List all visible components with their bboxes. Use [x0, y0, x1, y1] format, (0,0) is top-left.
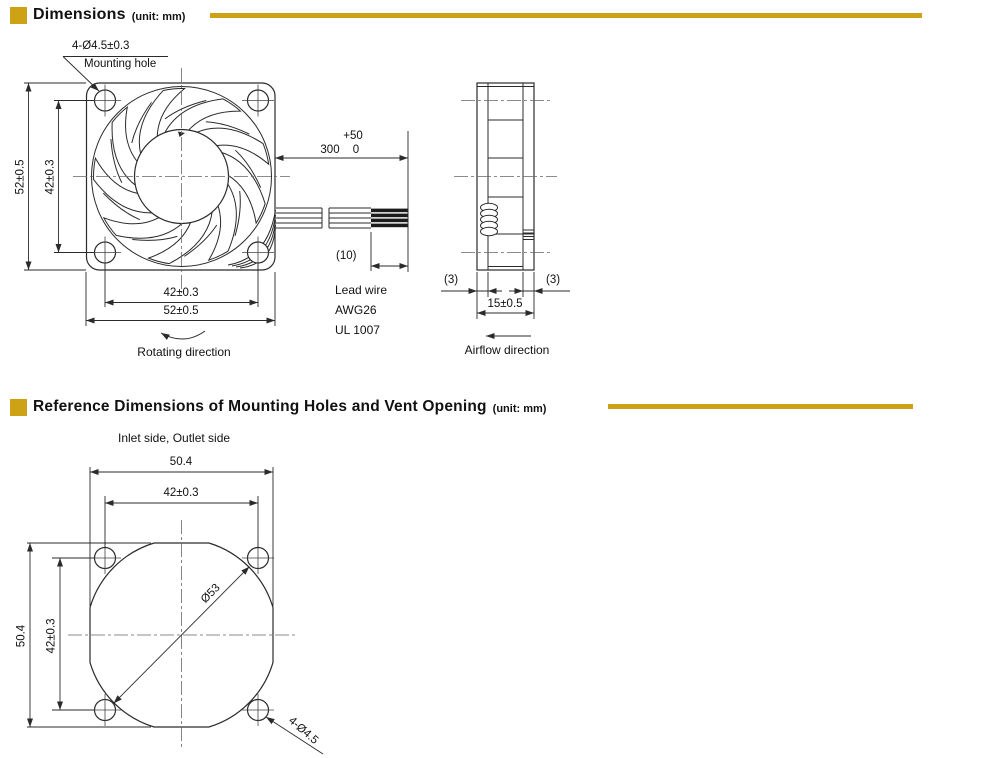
vent-outer-width-dim: 50.4: [169, 456, 193, 468]
front-outer-width-dim: 52±0.5: [163, 305, 199, 317]
side-flange-right-dim: (3): [546, 274, 561, 286]
rotating-direction-label: Rotating direction: [137, 345, 231, 359]
front-hole-pitch-v-dim: 42±0.3: [44, 159, 57, 195]
section-title: Reference Dimensions of Mounting Holes and Vent Opening: [33, 398, 487, 415]
fan-front-view: [24, 57, 290, 340]
airflow-direction-label: Airflow direction: [464, 343, 550, 357]
wire-length-tol-upper: +50: [343, 130, 363, 142]
section-title: Dimensions: [33, 6, 126, 23]
vent-opening-view: [27, 467, 323, 754]
side-flange-left-dim: (3): [444, 274, 459, 286]
vent-hole-pitch-v-dim: 42±0.3: [45, 618, 58, 654]
vent-diameter-dim: Ø53: [198, 581, 223, 606]
wire-strip-dim: (10): [336, 250, 357, 262]
front-outer-height-dim: 52±0.5: [14, 159, 27, 195]
wire-length-tol-lower: 0: [352, 144, 360, 156]
lead-wire-label: Lead wire: [335, 283, 388, 297]
wire-length-dim: 300: [320, 144, 340, 156]
vent-caption: Inlet side, Outlet side: [118, 431, 231, 445]
rotating-direction-arrow: [160, 330, 206, 339]
wire-stripped-ends: [371, 209, 409, 228]
vent-hole-callout: 4-Ø4.5: [286, 714, 321, 747]
side-depth-dim: 15±0.5: [487, 298, 523, 310]
wire-standard-label: UL 1007: [335, 323, 380, 337]
section-unit: (unit: mm): [492, 403, 547, 415]
vent-outer-height-dim: 50.4: [15, 624, 28, 648]
lead-wire-coil: [481, 203, 498, 235]
front-hole-pitch-h-dim: 42±0.3: [163, 287, 199, 299]
front-hole-callout-label: Mounting hole: [84, 58, 157, 70]
wire-gauge-label: AWG26: [335, 303, 377, 317]
airflow-arrow: [486, 333, 531, 339]
section-unit: (unit: mm): [131, 11, 186, 23]
front-hole-callout: 4-Ø4.5±0.3: [72, 40, 130, 52]
vent-hole-pitch-h-dim: 42±0.3: [163, 487, 199, 499]
